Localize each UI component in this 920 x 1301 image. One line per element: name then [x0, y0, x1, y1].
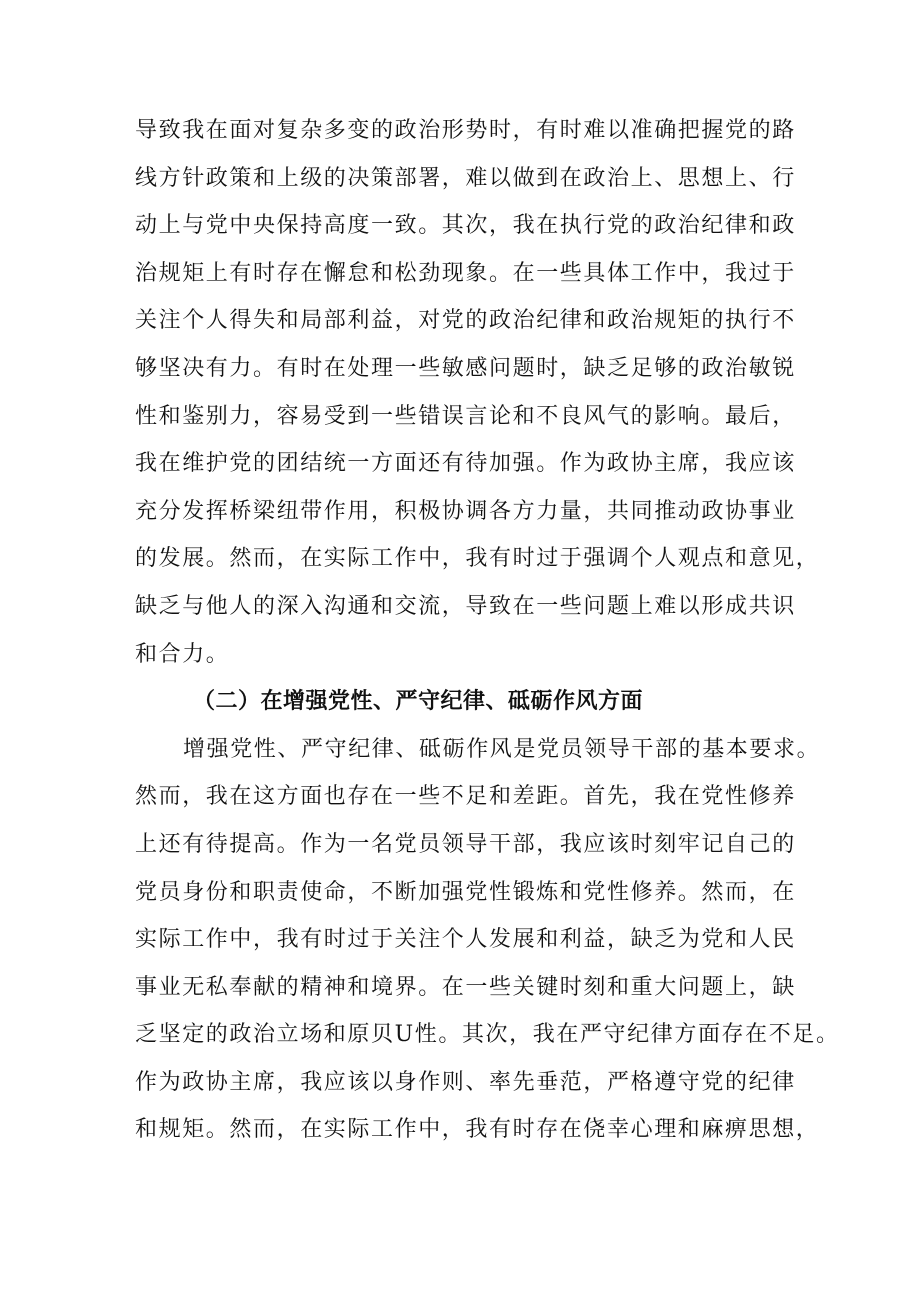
paragraph-1-line-10: 的发展。然而，在实际工作中，我有时过于强调个人观点和意见， [135, 546, 820, 572]
paragraph-1-line-1: 导致我在面对复杂多变的政治形势时，有时难以准确把握党的路 [135, 118, 796, 143]
paragraph-1-line-8: 我在维护党的团结统一方面还有待加强。作为政协主席，我应该 [135, 451, 796, 477]
paragraph-2-line-6: 事业无私奉献的精神和境界。在一些关键时刻和重大问题上，缺 [135, 974, 796, 1000]
paragraph-2-line-3: 上还有待提高。作为一名党员领导干部，我应该时刻牢记自己的 [135, 831, 796, 857]
paragraph-1-line-3: 动上与党中央保持高度一致。其次，我在执行党的政治纪律和政 [135, 213, 796, 239]
paragraph-1-line-7: 性和鉴别力，容易受到一些错误言论和不良风气的影响。最后， [135, 403, 796, 429]
paragraph-1-line-4: 治规矩上有时存在懈怠和松劲现象。在一些具体工作中，我过于 [135, 260, 796, 286]
document-body [135, 107, 840, 1154]
paragraph-2-line-2: 然而，我在这方面也存在一些不足和差距。首先，我在党性修养 [135, 784, 796, 810]
paragraph-1-line-5: 关注个人得失和局部利益，对党的政治纪律和政治规矩的执行不 [135, 308, 796, 334]
paragraph-2-line-5: 实际工作中，我有时过于关注个人发展和利益，缺乏为党和人民 [135, 927, 796, 953]
paragraph-1-line-6: 够坚决有力。有时在处理一些敏感问题时，缺乏足够的政治敏锐 [135, 355, 796, 381]
paragraph-1-line-9: 充分发挥桥梁纽带作用，积极协调各方力量，共同推动政协事业 [135, 498, 796, 524]
paragraph-2-line-9: 和规矩。然而，在实际工作中，我有时存在侥幸心理和麻痹思想， [135, 1117, 820, 1143]
paragraph-1-line-11: 缺乏与他人的深入沟通和交流，导致在一些问题上难以形成共识 [135, 593, 796, 619]
paragraph-2-line-8: 作为政协主席，我应该以身作则、率先垂范，严格遵守党的纪律 [135, 1069, 796, 1095]
paragraph-2-line-1: 增强党性、严守纪律、砥砺作风是党员领导干部的基本要求。 [183, 736, 821, 762]
paragraph-2-line-4: 党员身份和职责使命，不断加强党性锻炼和党性修养。然而，在 [135, 879, 796, 905]
paragraph-2-line-7: 乏坚定的政治立场和原贝U性。其次，我在严守纪律方面存在不足。 [135, 1022, 840, 1048]
paragraph-1-line-12: 和合力。 [135, 641, 230, 667]
section-heading: （二）在增强党性、严守纪律、砥砺作风方面 [193, 689, 644, 715]
paragraph-1-line-2: 线方针政策和上级的决策部署，难以做到在政治上、思想上、行 [135, 165, 796, 191]
